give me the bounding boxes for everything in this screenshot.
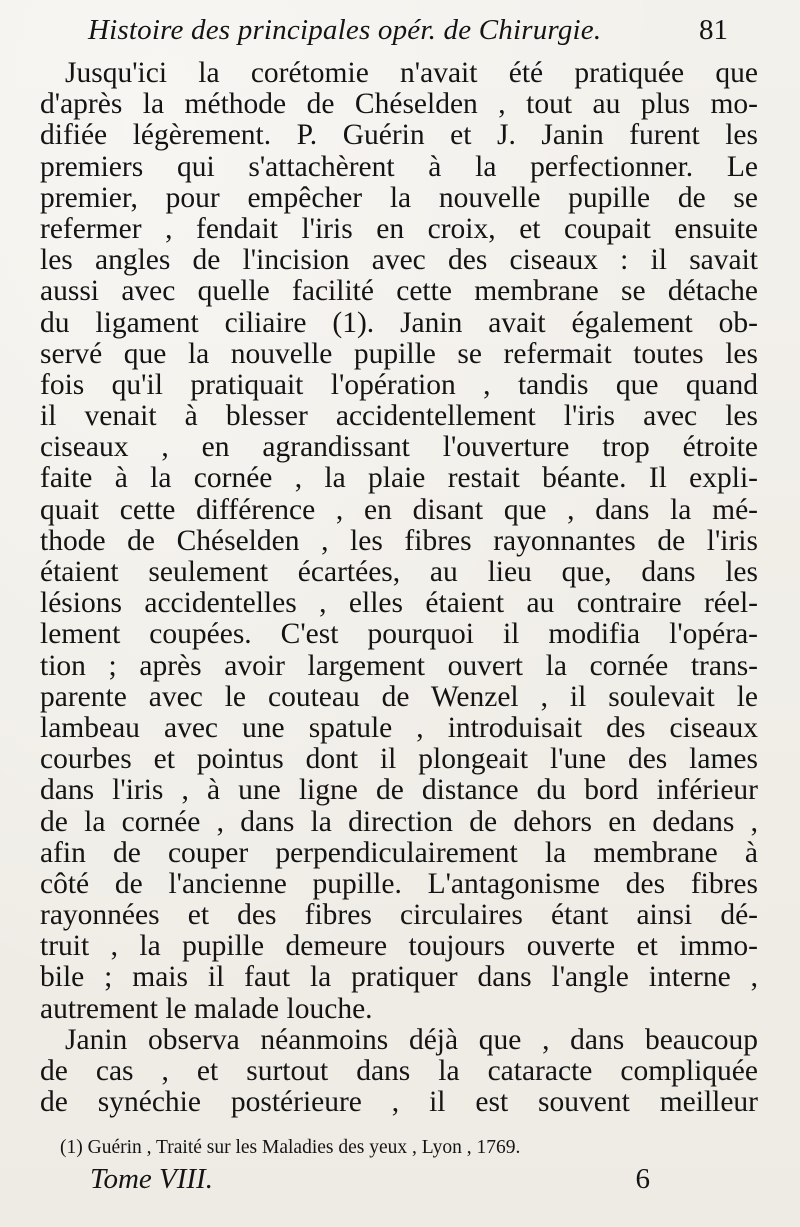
text-line: courbes et pointus dont il plongeait l'une des lames bbox=[40, 743, 758, 776]
text-line: les angles de l'incision avec des ciseaux : il savait bbox=[40, 244, 758, 277]
text-line: de la cornée , dans la direction de dehors en dedans , bbox=[40, 805, 758, 838]
text-line: il venait à blesser accidentellement l'iris avec les bbox=[40, 400, 758, 433]
text-line: côté de l'ancienne pupille. L'antagonisme des fibres bbox=[40, 867, 758, 900]
text-line: difiée légèrement. P. Guérin et J. Janin furent les bbox=[40, 119, 758, 152]
text-line: étaient seulement écartées, au lieu que, dans les bbox=[40, 556, 758, 588]
signature-number: 6 bbox=[635, 1163, 650, 1195]
text-line: thode de Chéselden , les fibres rayonnantes de l'iris bbox=[40, 524, 758, 557]
text-line: lement coupées. C'est pourquoi il modifia l'opéra- bbox=[40, 618, 758, 651]
text-line: lésions accidentelles , elles étaient au contraire réel- bbox=[40, 587, 758, 620]
body-text bbox=[40, 58, 758, 1118]
text-line: premier, pour empêcher la nouvelle pupille de se bbox=[40, 181, 758, 214]
text-line: bile ; mais il faut la pratiquer dans l'angle interne , bbox=[40, 961, 758, 994]
text-line: ciseaux , en agrandissant l'ouverture trop étroite bbox=[40, 431, 758, 464]
text-line: refermer , fendait l'iris en croix, et coupait ensuite bbox=[40, 212, 758, 245]
text-line: dans l'iris , à une ligne de distance du bord inférieur bbox=[40, 774, 758, 807]
running-head bbox=[88, 14, 728, 54]
text-line: parente avec le couteau de Wenzel , il soulevait le bbox=[40, 680, 758, 713]
text-line: premiers qui s'attachèrent à la perfectionner. Le bbox=[40, 150, 758, 183]
text-line: truit , la pupille demeure toujours ouverte et immo- bbox=[40, 930, 758, 963]
text-line: tion ; après avoir largement ouvert la cornée trans- bbox=[40, 649, 758, 682]
text-line: quait cette différence , en disant que , dans la mé- bbox=[40, 493, 758, 526]
text-line: Jusqu'ici la corétomie n'avait été pratiquée que bbox=[65, 57, 758, 89]
footnote: (1) Guérin , Traité sur les Maladies des yeux , Lyon , 1769. bbox=[60, 1137, 521, 1158]
volume-signature: Tome VIII. bbox=[90, 1163, 213, 1195]
text-line: de synéchie postérieure , il est souvent meilleur bbox=[40, 1086, 758, 1119]
text-line: servé que la nouvelle pupille se refermait toutes les bbox=[40, 337, 758, 370]
text-line: de cas , et surtout dans la cataracte compliquée bbox=[40, 1055, 758, 1087]
page-number: 81 bbox=[699, 14, 728, 46]
text-line: autrement le malade louche. bbox=[40, 992, 373, 1025]
text-line: faite à la cornée , la plaie restait béante. Il expli- bbox=[40, 462, 758, 495]
running-title: Histoire des principales opér. de Chirurgie. bbox=[88, 14, 602, 46]
text-line: fois qu'il pratiquait l'opération , tandis que quand bbox=[40, 368, 758, 401]
text-line: afin de couper perpendiculairement la membrane à bbox=[40, 836, 758, 869]
text-line: du ligament ciliaire (1). Janin avait également ob- bbox=[40, 306, 758, 339]
text-line: d'après la méthode de Chéselden , tout au plus mo- bbox=[40, 88, 758, 121]
signature-line bbox=[90, 1163, 650, 1199]
text-line: lambeau avec une spatule , introduisait des ciseaux bbox=[40, 711, 758, 744]
text-line: aussi avec quelle facilité cette membrane se détache bbox=[40, 275, 758, 308]
text-line: rayonnées et des fibres circulaires étant ainsi dé- bbox=[40, 899, 758, 932]
text-line: Janin observa néanmoins déjà que , dans beaucoup bbox=[65, 1023, 758, 1056]
